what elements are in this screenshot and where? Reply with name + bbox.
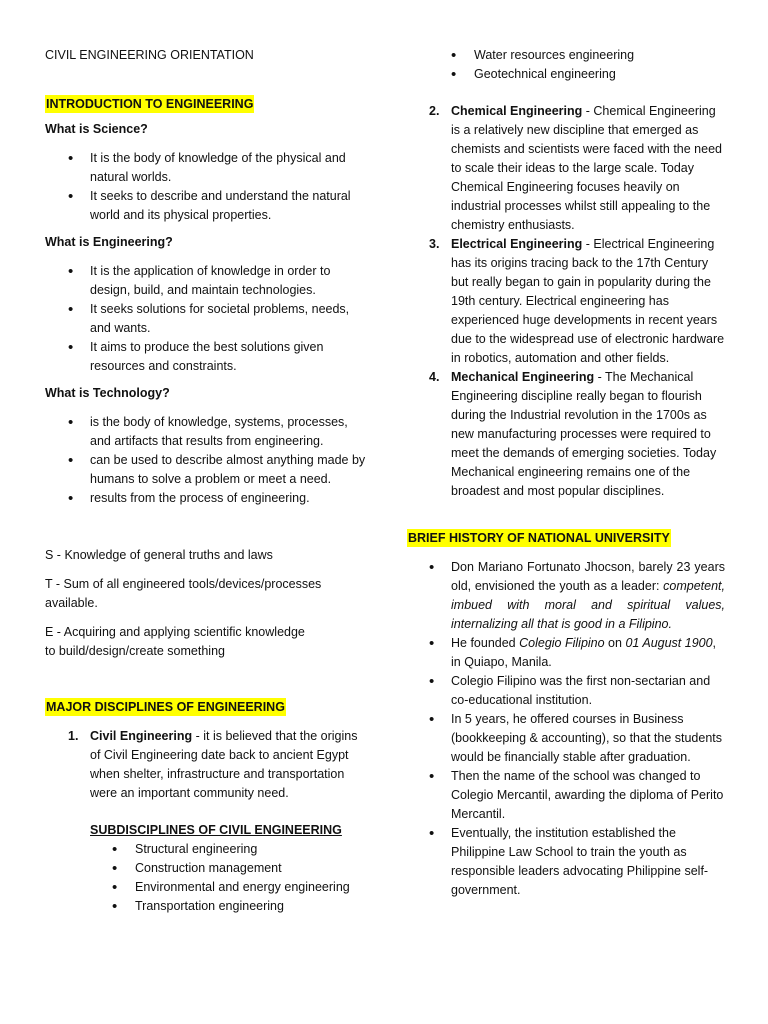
discipline-text: - it is believed that the origins of Civil Engineering date back to ancient Egypt when shelter, infrastructure and transportation were an important community need. (90, 729, 358, 800)
definition-s: S - Knowledge of general truths and laws (45, 548, 273, 562)
history-text: , in Quiapo, Manila. (451, 636, 717, 669)
definition-t: T - Sum of all engineered tools/devices/processes available. (45, 577, 322, 610)
discipline-number: 1. (68, 729, 79, 743)
disciplines-list-part2 (429, 102, 725, 501)
list-item: • It aims to produce the best solutions given resources and constraints. (68, 338, 370, 376)
definition-e: E - Acquiring and applying scientific knowledge to build/design/create something (45, 625, 305, 658)
discipline-text: - Chemical Engineering is a relatively new discipline that emerged as chemists and scientists were faced with the need to scale their ideas to the large scale. Today Chemical Engineering focuses heavily on industrial processes whilst still appealing to the chemistry enthusiasts. (451, 104, 722, 232)
discipline-number: 2. (429, 104, 440, 118)
history-item: • Eventually, the institution established the Philippine Law School to train the youth as responsible leaders advocating Philippine self-government. (429, 824, 725, 900)
disciplines-list-part1 (68, 727, 370, 916)
discipline-mechanical (429, 368, 725, 501)
subdisciplines-list (112, 840, 370, 916)
history-italic: 01 August 1900 (625, 636, 713, 650)
engineering-list (68, 262, 370, 376)
discipline-name: Electrical Engineering (451, 237, 583, 251)
list-item: • It seeks solutions for societal problems, needs, and wants. (68, 300, 370, 338)
discipline-number: 4. (429, 370, 440, 384)
subdisciplines-list-continued (451, 46, 725, 84)
discipline-text: - Electrical Engineering has its origins tracing back to the 17th Century but really began to gain in popularity during the 19th century. Electrical engineering has experienced huge developments in recent years due to the widespread use of electronic hardware in robotics, automation and other fields. (451, 237, 725, 365)
history-item (429, 558, 725, 634)
discipline-name: Mechanical Engineering (451, 370, 595, 384)
list-item: • can be used to describe almost anything made by humans to solve a problem or meet a need. (68, 451, 370, 489)
history-heading: BRIEF HISTORY OF NATIONAL UNIVERSITY (408, 531, 670, 545)
list-item: • Structural engineering (112, 840, 370, 859)
list-item: • Environmental and energy engineering (112, 878, 370, 897)
history-italic: competent, imbued with moral and spiritual values, internalizing all that is good in a Filipino. (451, 579, 725, 631)
history-text: on (604, 636, 626, 650)
history-text: Don Mariano Fortunato Jhocson, barely 23 years old, envisioned the youth as a leader: (451, 560, 725, 593)
history-item: • Colegio Filipino was the first non-sectarian and co-educational institution. (429, 672, 725, 710)
intro-heading: INTRODUCTION TO ENGINEERING (46, 97, 254, 111)
history-italic: Colegio Filipino (519, 636, 605, 650)
science-question: What is Science? (45, 122, 148, 136)
document-title: CIVIL ENGINEERING ORIENTATION (45, 48, 254, 62)
discipline-text: - The Mechanical Engineering discipline really began to flourish during the Industrial revolution in the 1700s as new manufacturing processes were required to meet the demands of emerging societies. Today Mechanical engineering remains one of the broadest and most popular disciplines. (451, 370, 717, 498)
disciplines-heading: MAJOR DISCIPLINES OF ENGINEERING (46, 700, 285, 714)
engineering-question: What is Engineering? (45, 235, 173, 249)
list-item: • Construction management (112, 859, 370, 878)
right-column (407, 46, 725, 908)
list-item: • Geotechnical engineering (451, 65, 725, 84)
list-item: • Transportation engineering (112, 897, 370, 916)
discipline-chemical (429, 102, 725, 235)
history-item: • Then the name of the school was changed to Colegio Mercantil, awarding the diploma of Perito Mercantil. (429, 767, 725, 824)
history-text: He founded (451, 636, 520, 650)
technology-question: What is Technology? (45, 386, 170, 400)
list-item: • results from the process of engineering. (68, 489, 370, 508)
discipline-name: Chemical Engineering (451, 104, 583, 118)
history-item: • In 5 years, he offered courses in Business (bookkeeping & accounting), so that the students would be financially stable after graduation. (429, 710, 725, 767)
technology-list (68, 413, 370, 508)
discipline-name: Civil Engineering (90, 729, 193, 743)
list-item: • is the body of knowledge, systems, processes, and artifacts that results from engineering. (68, 413, 370, 451)
list-item: • It seeks to describe and understand the natural world and its physical properties. (68, 187, 370, 225)
left-column (45, 46, 370, 916)
ste-definitions (45, 546, 370, 661)
list-item: • Water resources engineering (451, 46, 725, 65)
science-list (68, 149, 370, 225)
list-item: • It is the body of knowledge of the physical and natural worlds. (68, 149, 370, 187)
subdisciplines-heading: SUBDISCIPLINES OF CIVIL ENGINEERING (90, 823, 342, 837)
discipline-civil (68, 727, 370, 916)
list-item: • It is the application of knowledge in order to design, build, and maintain technologies. (68, 262, 370, 300)
history-list (429, 558, 725, 900)
discipline-electrical (429, 235, 725, 368)
history-item (429, 634, 725, 672)
discipline-number: 3. (429, 237, 440, 251)
